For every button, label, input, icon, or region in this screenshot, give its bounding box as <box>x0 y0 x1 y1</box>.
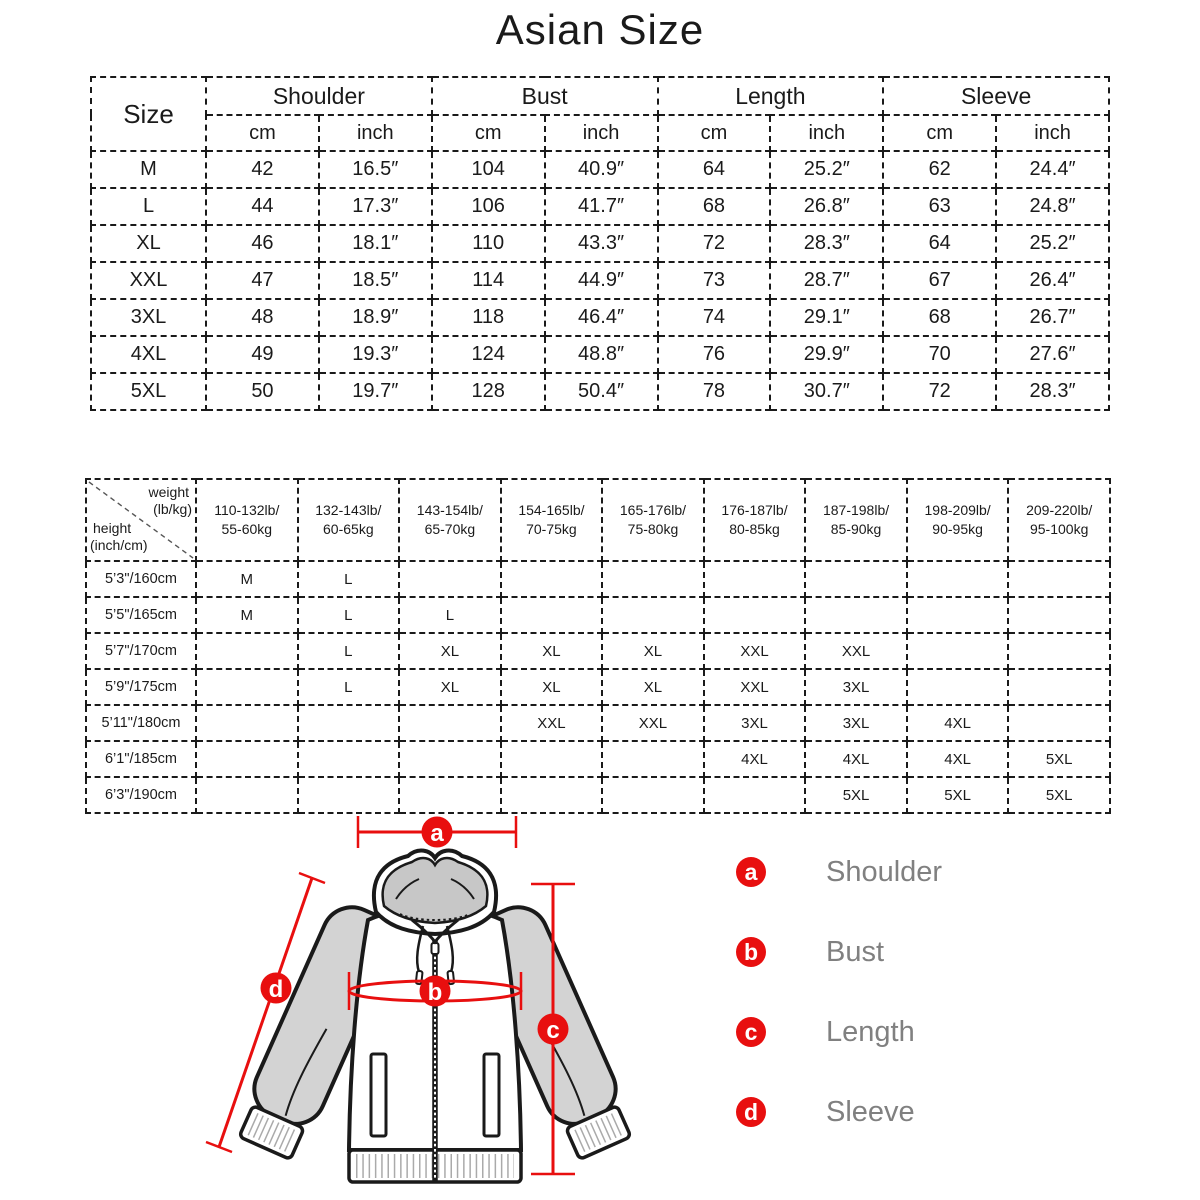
fit-table-row <box>86 741 1110 777</box>
size-table <box>90 76 1110 411</box>
measurement-value: 67 <box>883 262 996 299</box>
recommended-size: 5XL <box>907 777 1009 813</box>
height-label: 5’7"/170cm <box>86 633 196 669</box>
measurement-value: 25.2″ <box>996 225 1109 262</box>
measurement-value: 18.9″ <box>319 299 432 336</box>
size-table-row <box>91 373 1109 410</box>
recommended-size <box>907 633 1009 669</box>
measurement-value: 128 <box>432 373 545 410</box>
recommended-size: 3XL <box>805 705 907 741</box>
measurement-value: 29.9″ <box>770 336 883 373</box>
recommended-size: 5XL <box>1008 777 1110 813</box>
recommended-size: L <box>399 597 501 633</box>
measurement-value: 72 <box>883 373 996 410</box>
measurement-value: 73 <box>658 262 771 299</box>
weight-range-line: 176-187lb/ <box>721 502 788 518</box>
measurement-value: 18.1″ <box>319 225 432 262</box>
recommended-size <box>907 561 1009 597</box>
recommended-size: XXL <box>704 633 806 669</box>
measurement-legend <box>736 856 942 1176</box>
recommended-size <box>602 561 704 597</box>
hood-lining <box>383 858 488 923</box>
recommended-size: M <box>196 561 298 597</box>
measurement-value: 68 <box>658 188 771 225</box>
measurement-value: 19.7″ <box>319 373 432 410</box>
hoodie-diagram <box>172 800 652 1200</box>
fit-table-header-row <box>86 479 1110 561</box>
measurement-value: 68 <box>883 299 996 336</box>
recommended-size <box>704 561 806 597</box>
recommended-size: XL <box>501 633 603 669</box>
measurement-value: 124 <box>432 336 545 373</box>
weight-range-header <box>196 479 298 561</box>
svg-text:a: a <box>430 820 444 847</box>
weight-range-line: 154-165lb/ <box>518 502 585 518</box>
size-table-body <box>91 151 1109 410</box>
recommended-size: L <box>298 597 400 633</box>
unit-header-inch: inch <box>319 115 432 151</box>
recommended-size <box>196 669 298 705</box>
recommended-size: XXL <box>501 705 603 741</box>
measurement-value: 70 <box>883 336 996 373</box>
corner-weight-label: weight <box>148 484 189 500</box>
measurement-value: 64 <box>883 225 996 262</box>
svg-text:d: d <box>268 976 284 1003</box>
size-table-unit-row <box>91 115 1109 151</box>
weight-range-header <box>602 479 704 561</box>
legend-marker-a: a <box>736 857 766 887</box>
corner-weight-unit: (lb/kg) <box>153 501 192 517</box>
measurement-value: 41.7″ <box>545 188 658 225</box>
unit-header-inch: inch <box>996 115 1109 151</box>
weight-range-line: 95-100kg <box>1029 521 1089 537</box>
size-table-row <box>91 336 1109 373</box>
recommended-size <box>501 561 603 597</box>
recommended-size: XXL <box>602 705 704 741</box>
recommended-size: M <box>196 597 298 633</box>
size-table-row <box>91 225 1109 262</box>
recommended-size <box>704 777 806 813</box>
legend-marker-b: b <box>736 937 766 967</box>
measurement-value: 46 <box>206 225 319 262</box>
legend-item-sleeve <box>736 1096 942 1128</box>
recommended-size: XXL <box>704 669 806 705</box>
size-table-group-row <box>91 77 1109 115</box>
recommended-size <box>704 597 806 633</box>
weight-range-line: 70-75kg <box>526 521 577 537</box>
recommended-size <box>805 561 907 597</box>
size-label: 3XL <box>91 299 206 336</box>
measurement-value: 64 <box>658 151 771 188</box>
recommended-size: L <box>298 669 400 705</box>
weight-range-line: 110-132lb/ <box>214 502 280 518</box>
weight-range-header <box>1008 479 1110 561</box>
weight-range-header <box>501 479 603 561</box>
size-label: 4XL <box>91 336 206 373</box>
size-label: 5XL <box>91 373 206 410</box>
size-label: XXL <box>91 262 206 299</box>
measurement-value: 104 <box>432 151 545 188</box>
measurement-value: 46.4″ <box>545 299 658 336</box>
measurement-value: 114 <box>432 262 545 299</box>
measurement-value: 63 <box>883 188 996 225</box>
size-table-row <box>91 188 1109 225</box>
recommended-size: XL <box>602 633 704 669</box>
measurement-value: 78 <box>658 373 771 410</box>
weight-range-line: 75-80kg <box>627 521 679 537</box>
recommended-size: 3XL <box>704 705 806 741</box>
measurement-value: 16.5″ <box>319 151 432 188</box>
measurement-value: 40.9″ <box>545 151 658 188</box>
weight-range-line: 85-90kg <box>830 521 882 537</box>
measurement-value: 50 <box>206 373 319 410</box>
recommended-size: XL <box>399 633 501 669</box>
recommended-size: 4XL <box>805 741 907 777</box>
fit-corner-header <box>86 479 196 561</box>
recommended-size <box>1008 561 1110 597</box>
recommended-size: 4XL <box>907 741 1009 777</box>
fit-table-row <box>86 669 1110 705</box>
recommended-size <box>1008 669 1110 705</box>
recommended-size <box>196 741 298 777</box>
legend-label-length: Length <box>826 1015 915 1048</box>
recommended-size: XL <box>501 669 603 705</box>
recommended-size <box>1008 705 1110 741</box>
recommended-size: 5XL <box>805 777 907 813</box>
height-label: 5’5"/165cm <box>86 597 196 633</box>
weight-range-header <box>704 479 806 561</box>
size-group-header-bust: Bust <box>432 77 658 115</box>
measurement-value: 42 <box>206 151 319 188</box>
size-table-row <box>91 262 1109 299</box>
height-label: 6’1"/185cm <box>86 741 196 777</box>
recommended-size <box>602 741 704 777</box>
recommended-size <box>602 597 704 633</box>
measurement-value: 29.1″ <box>770 299 883 336</box>
weight-range-line: 143-154lb/ <box>416 502 483 518</box>
recommended-size <box>501 741 603 777</box>
size-label: XL <box>91 225 206 262</box>
measurement-value: 26.8″ <box>770 188 883 225</box>
corner-height-label: height <box>93 520 132 536</box>
measurement-value: 43.3″ <box>545 225 658 262</box>
recommended-size <box>907 669 1009 705</box>
weight-range-line: 55-60kg <box>221 521 273 537</box>
recommended-size: 4XL <box>704 741 806 777</box>
measurement-value: 118 <box>432 299 545 336</box>
measurement-value: 44.9″ <box>545 262 658 299</box>
size-group-header-sleeve: Sleeve <box>883 77 1109 115</box>
measurement-value: 74 <box>658 299 771 336</box>
size-group-header-length: Length <box>658 77 884 115</box>
recommended-size <box>1008 597 1110 633</box>
measurement-value: 28.3″ <box>996 373 1109 410</box>
measurement-value: 76 <box>658 336 771 373</box>
weight-range-line: 90-95kg <box>932 521 983 537</box>
recommended-size: XXL <box>805 633 907 669</box>
weight-range-header <box>298 479 400 561</box>
height-label: 5’9"/175cm <box>86 669 196 705</box>
weight-range-header <box>805 479 907 561</box>
measurement-value: 30.7″ <box>770 373 883 410</box>
recommended-size <box>399 705 501 741</box>
recommended-size <box>196 705 298 741</box>
fit-table-body <box>86 561 1110 813</box>
unit-header-inch: inch <box>545 115 658 151</box>
right-pocket <box>484 1054 499 1136</box>
legend-label-bust: Bust <box>826 935 885 968</box>
recommended-size: XL <box>399 669 501 705</box>
measurement-value: 62 <box>883 151 996 188</box>
fit-table <box>85 478 1111 814</box>
svg-text:b: b <box>427 979 443 1006</box>
unit-header-cm: cm <box>206 115 319 151</box>
size-table-row <box>91 151 1109 188</box>
legend-label-sleeve: Sleeve <box>826 1095 915 1128</box>
weight-range-header <box>907 479 1009 561</box>
weight-range-line: 80-85kg <box>729 521 780 537</box>
measurement-value: 50.4″ <box>545 373 658 410</box>
legend-marker-d: d <box>736 1097 766 1127</box>
weight-range-line: 132-143lb/ <box>315 502 382 518</box>
recommended-size <box>399 741 501 777</box>
weight-range-line: 209-220lb/ <box>1026 502 1093 518</box>
unit-header-cm: cm <box>432 115 545 151</box>
size-label: M <box>91 151 206 188</box>
height-label: 6’3"/190cm <box>86 777 196 813</box>
measurement-value: 48.8″ <box>545 336 658 373</box>
recommended-size <box>298 741 400 777</box>
size-group-header-shoulder: Shoulder <box>206 77 432 115</box>
measurement-value: 19.3″ <box>319 336 432 373</box>
recommended-size <box>907 597 1009 633</box>
measurement-value: 26.7″ <box>996 299 1109 336</box>
recommended-size <box>501 597 603 633</box>
fit-table-row <box>86 597 1110 633</box>
measurement-value: 24.4″ <box>996 151 1109 188</box>
measurement-value: 27.6″ <box>996 336 1109 373</box>
measurement-value: 44 <box>206 188 319 225</box>
recommended-size: 5XL <box>1008 741 1110 777</box>
measurement-value: 48 <box>206 299 319 336</box>
size-corner-header: Size <box>91 77 206 151</box>
weight-range-header <box>399 479 501 561</box>
corner-height-unit: (inch/cm) <box>90 537 148 553</box>
fit-table-row <box>86 633 1110 669</box>
legend-item-shoulder <box>736 856 942 888</box>
measurement-value: 47 <box>206 262 319 299</box>
measurement-value: 24.8″ <box>996 188 1109 225</box>
measurement-value: 25.2″ <box>770 151 883 188</box>
left-pocket <box>371 1054 386 1136</box>
weight-range-line: 60-65kg <box>323 521 374 537</box>
legend-label-shoulder: Shoulder <box>826 855 943 888</box>
weight-range-line: 165-176lb/ <box>619 502 687 518</box>
recommended-size: XL <box>602 669 704 705</box>
height-label: 5’11"/180cm <box>86 705 196 741</box>
measurement-value: 26.4″ <box>996 262 1109 299</box>
legend-item-bust <box>736 936 942 968</box>
measurement-value: 49 <box>206 336 319 373</box>
height-label: 5’3"/160cm <box>86 561 196 597</box>
svg-text:c: c <box>546 1017 560 1044</box>
unit-header-cm: cm <box>658 115 771 151</box>
recommended-size <box>298 705 400 741</box>
recommended-size: 3XL <box>805 669 907 705</box>
weight-range-line: 65-70kg <box>424 521 476 537</box>
recommended-size: L <box>298 561 400 597</box>
weight-range-line: 187-198lb/ <box>822 502 890 518</box>
weight-range-line: 198-209lb/ <box>924 502 991 518</box>
unit-header-inch: inch <box>770 115 883 151</box>
recommended-size <box>805 597 907 633</box>
measurement-value: 110 <box>432 225 545 262</box>
recommended-size <box>1008 633 1110 669</box>
measurement-value: 106 <box>432 188 545 225</box>
measurement-value: 18.5″ <box>319 262 432 299</box>
fit-table-row <box>86 705 1110 741</box>
legend-marker-c: c <box>736 1017 766 1047</box>
page-title: Asian Size <box>495 6 705 53</box>
recommended-size: 4XL <box>907 705 1009 741</box>
recommended-size <box>399 561 501 597</box>
size-table-row <box>91 299 1109 336</box>
measurement-value: 17.3″ <box>319 188 432 225</box>
size-label: L <box>91 188 206 225</box>
measurement-value: 28.3″ <box>770 225 883 262</box>
unit-header-cm: cm <box>883 115 996 151</box>
legend-item-length <box>736 1016 942 1048</box>
measurement-value: 28.7″ <box>770 262 883 299</box>
fit-table-row <box>86 561 1110 597</box>
measurement-value: 72 <box>658 225 771 262</box>
recommended-size <box>196 633 298 669</box>
recommended-size: L <box>298 633 400 669</box>
